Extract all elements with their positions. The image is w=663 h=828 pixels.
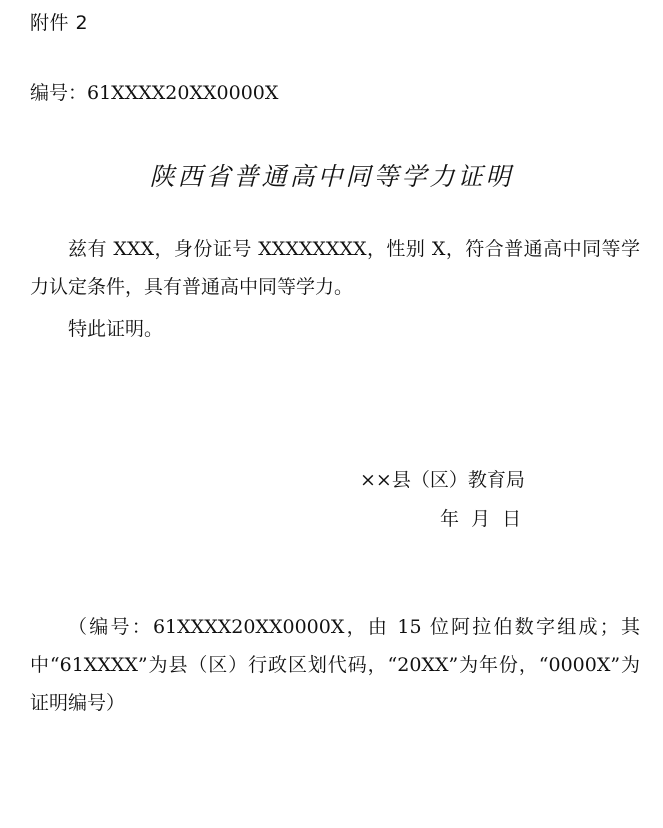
certificate-number: 编号：61XXXX20XX0000X bbox=[30, 82, 279, 104]
date-line: 年 月 日 bbox=[440, 508, 522, 530]
attachment-label: 附件 2 bbox=[30, 12, 89, 34]
document-title: 陕西省普通高中同等学力证明 bbox=[149, 162, 514, 191]
closing-line: 特此证明。 bbox=[68, 318, 164, 340]
issuing-authority: ××县（区）教育局 bbox=[360, 469, 525, 491]
certificate-body-paragraph: 兹有 XXX，身份证号 XXXXXXXX，性别 X，符合普通高中同等学力认定条件，具有普通高中同等学力。 bbox=[30, 238, 640, 298]
numbering-note: （编号：61XXXX20XX0000X，由 15 位阿拉伯数字组成；其中“61XXXX”为县（区）行政区划代码，“20XX”为年份，“0000X”为证明编号） bbox=[30, 616, 640, 714]
